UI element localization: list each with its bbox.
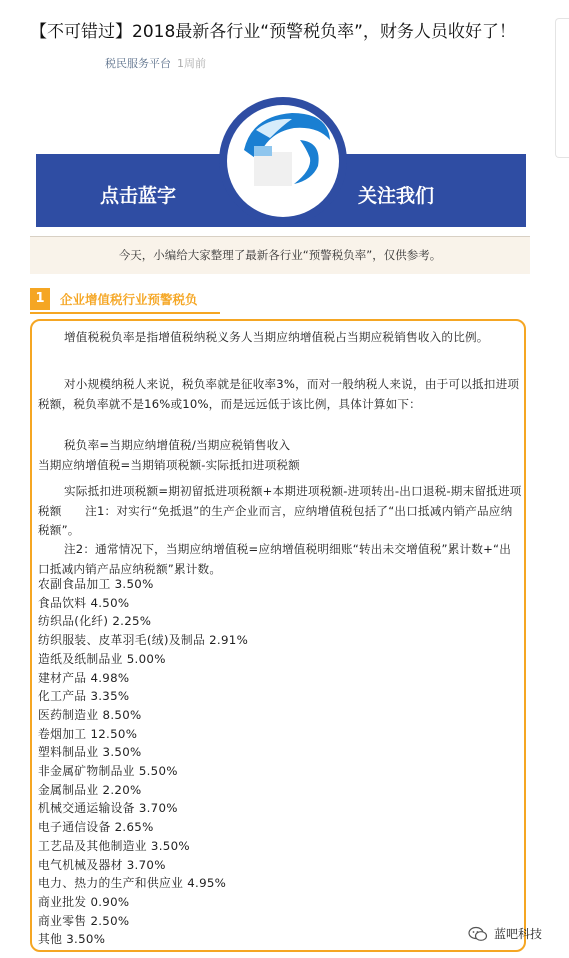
- paragraph-note-1: 实际抵扣进项税额=期初留抵进项税额+本期进项税额-进项转出-出口退税-期末留抵进项税额 注1：对实行“免抵退”的生产企业而言，应纳增值税包括了“出口抵减内销产品应纳税额”。: [38, 484, 522, 537]
- rate-item: 塑料制品业 3.50%: [38, 745, 142, 760]
- rate-item: 建材产品 4.98%: [38, 670, 130, 685]
- formula-block: [38, 436, 522, 475]
- formula-2: 当期应纳增值税=当期销项税额-实际抵扣进项税额: [38, 457, 300, 472]
- follow-banner[interactable]: [0, 0, 569, 240]
- banner-left-text: 点击蓝字: [100, 185, 177, 207]
- article-title: 【不可错过】2018最新各行业“预警税负率”，财务人员收好了！: [30, 22, 516, 42]
- wechat-icon: [468, 926, 488, 942]
- paragraph-definition: 增值税税负率是指增值税纳税义务人当期应纳增值税占当期应税销售收入的比例。: [64, 330, 489, 344]
- intro-text: 今天，小编给大家整理了最新各行业“预警税负率”，仅供参考。: [30, 236, 530, 274]
- section-number: 1: [30, 288, 50, 310]
- rate-item: 非金属矿物制品业 5.50%: [38, 764, 178, 779]
- formula-1: 税负率=当期应纳增值税/当期应税销售收入: [64, 438, 291, 452]
- source-link[interactable]: 税民服务平台: [105, 57, 171, 70]
- rate-item: 纺织品(化纤) 2.25%: [38, 614, 152, 629]
- section-header: [30, 288, 220, 314]
- content-box: [30, 319, 526, 952]
- rate-item: 农副食品加工 3.50%: [38, 577, 154, 591]
- rate-item: 商业批发 0.90%: [38, 894, 130, 909]
- rate-item: 商业零售 2.50%: [38, 913, 130, 928]
- rate-item: 纺织服装、皮革羽毛(绒)及制品 2.91%: [38, 633, 249, 648]
- rate-item: 电气机械及器材 3.70%: [38, 857, 166, 872]
- publish-time: 1周前: [177, 57, 206, 70]
- section-title: 企业增值税行业预警税负: [60, 292, 198, 307]
- rate-item: 电力、热力的生产和供应业 4.95%: [38, 876, 227, 891]
- watermark: [468, 925, 542, 942]
- rate-item: 机械交通运输设备 3.70%: [38, 801, 178, 816]
- rate-list: [38, 575, 418, 949]
- rate-item: 其他 3.50%: [38, 932, 106, 947]
- banner-right-text: 关注我们: [358, 185, 435, 207]
- rate-item: 卷烟加工 12.50%: [38, 726, 138, 741]
- rate-item: 造纸及纸制品业 5.00%: [38, 651, 166, 666]
- rate-item: 电子通信设备 2.65%: [38, 820, 154, 835]
- rate-item: 医药制造业 8.50%: [38, 707, 142, 722]
- rate-item: 食品饮料 4.50%: [38, 595, 130, 610]
- paragraph-explanation: 对小规模纳税人来说，税负率就是征收率3%，而对一般纳税人来说，由于可以抵扣进项税额，税负率就不是16%或10%，而是远远低于该比例，具体计算如下：: [38, 377, 520, 411]
- paragraph-note-2: 注2：通常情况下，当期应纳增值税=应纳增值税明细账“转出未交增值税”累计数+“出口抵减内销产品应纳税额”累计数。: [38, 542, 512, 576]
- rate-item: 工艺品及其他制造业 3.50%: [38, 838, 190, 853]
- rate-item: 金属制品业 2.20%: [38, 782, 142, 797]
- watermark-text: 蓝吧科技: [494, 927, 543, 941]
- rate-item: 化工产品 3.35%: [38, 689, 130, 704]
